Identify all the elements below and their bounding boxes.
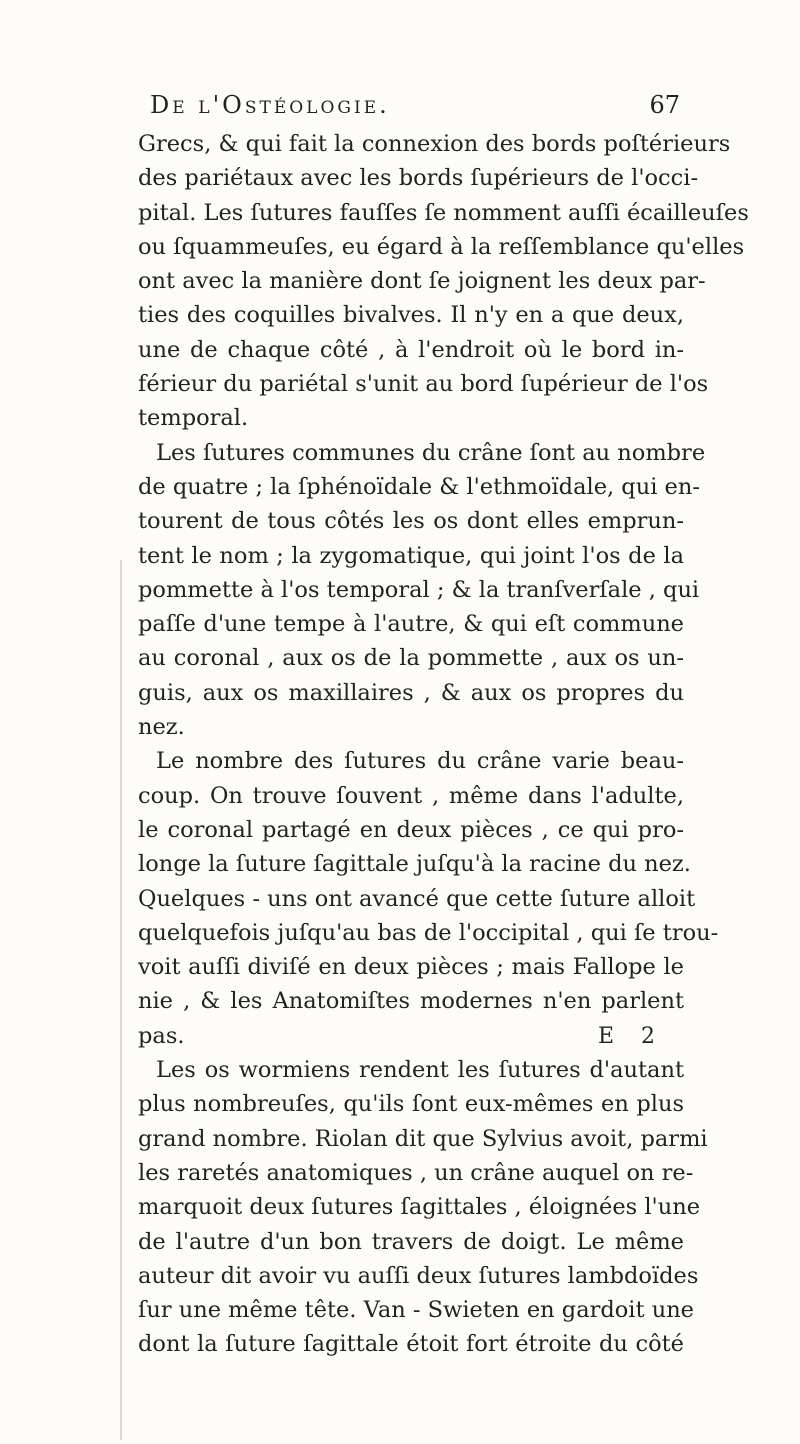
- text-line: pas.: [138, 1022, 185, 1049]
- text-line: ont avec la manière dont ſe joignent les deux par-: [138, 268, 706, 295]
- text-line: de quatre ; la ſphénoïdale & l'ethmoïdale, qui en-: [138, 473, 700, 500]
- text-line: tourent de tous côtés les os dont elles emprun-: [138, 508, 684, 535]
- text-line: auteur dit avoir vu auſſi deux ſutures lambdoïdes: [138, 1262, 699, 1289]
- text-line: les raretés anatomiques , un crâne auquel on re-: [138, 1159, 694, 1186]
- text-line: férieur du pariétal s'unit au bord ſupérieur de l'os: [138, 371, 709, 398]
- text-line: coup. On trouve ſouvent , même dans l'adulte,: [138, 782, 684, 809]
- paragraph-start: Les os wormiens rendent les ſutures d'autant: [156, 1057, 684, 1084]
- text-line: pital. Les ſutures fauſſes ſe nomment auſſi écailleuſes: [138, 199, 749, 226]
- text-line: au coronal , aux os de la pommette , aux os un-: [138, 645, 684, 672]
- paragraph-start: Le nombre des ſutures du crâne varie beau-: [156, 748, 684, 775]
- gutter-shadow: [120, 560, 122, 1440]
- text-line: plus nombreuſes, qu'ils ſont eux-mêmes en plus: [138, 1091, 684, 1118]
- text-line: le coronal partagé en deux pièces , ce qui pro-: [138, 816, 684, 843]
- text-line: de l'autre d'un bon travers de doigt. Le même: [138, 1228, 684, 1255]
- text-line: nie , & les Anatomiſtes modernes n'en parlent: [138, 988, 684, 1015]
- text-line: pommette à l'os temporal ; & la tranſverſale , qui: [138, 576, 700, 603]
- text-line: tent le nom ; la zygomatique, qui joint l'os de la: [138, 542, 684, 569]
- text-line: quelquefois juſqu'au bas de l'occipital , qui ſe trou-: [138, 919, 719, 946]
- text-line: voit auſſi diviſé en deux pièces ; mais Fallope le: [138, 954, 684, 981]
- page-header: [150, 88, 680, 122]
- text-line: grand nombre. Riolan dit que Sylvius avoit, parmi: [138, 1125, 708, 1152]
- text-line: longe la ſuture ſagittale juſqu'à la racine du nez.: [138, 851, 691, 878]
- text-line: paſſe d'une tempe à l'autre, & qui eſt commune: [138, 611, 684, 638]
- running-title: De l'Ostéologie.: [150, 91, 390, 119]
- text-line: une de chaque côté , à l'endroit où le bord in-: [138, 336, 684, 363]
- text-line: ties des coquilles bivalves. Il n'y en a que deux,: [138, 302, 684, 329]
- text-line: temporal.: [138, 405, 249, 432]
- text-line: des pariétaux avec les bords ſupérieurs de l'occi-: [138, 165, 699, 192]
- signature-mark: E 2: [598, 1024, 666, 1049]
- body-text: [138, 127, 749, 1362]
- text-line: ou ſquammeuſes, eu égard à la reſſemblance qu'elles: [138, 233, 745, 260]
- text-line: dont la ſuture ſagittale étoit fort étroite du côté: [138, 1331, 684, 1358]
- text-line: Quelques - uns ont avancé que cette ſuture alloit: [138, 885, 696, 912]
- text-line: Grecs, & qui fait la connexion des bords poſtérieurs: [138, 131, 731, 157]
- text-line: nez.: [138, 714, 185, 741]
- text-line: marquoit deux ſutures ſagittales , éloignées l'une: [138, 1194, 701, 1221]
- text-line: ſur une même tête. Van - Swieten en gardoit une: [138, 1297, 694, 1324]
- text-line: guis, aux os maxillaires , & aux os propres du: [138, 679, 684, 706]
- paragraph-start: Les ſutures communes du crâne ſont au nombre: [156, 439, 706, 466]
- page-number: 67: [649, 91, 680, 119]
